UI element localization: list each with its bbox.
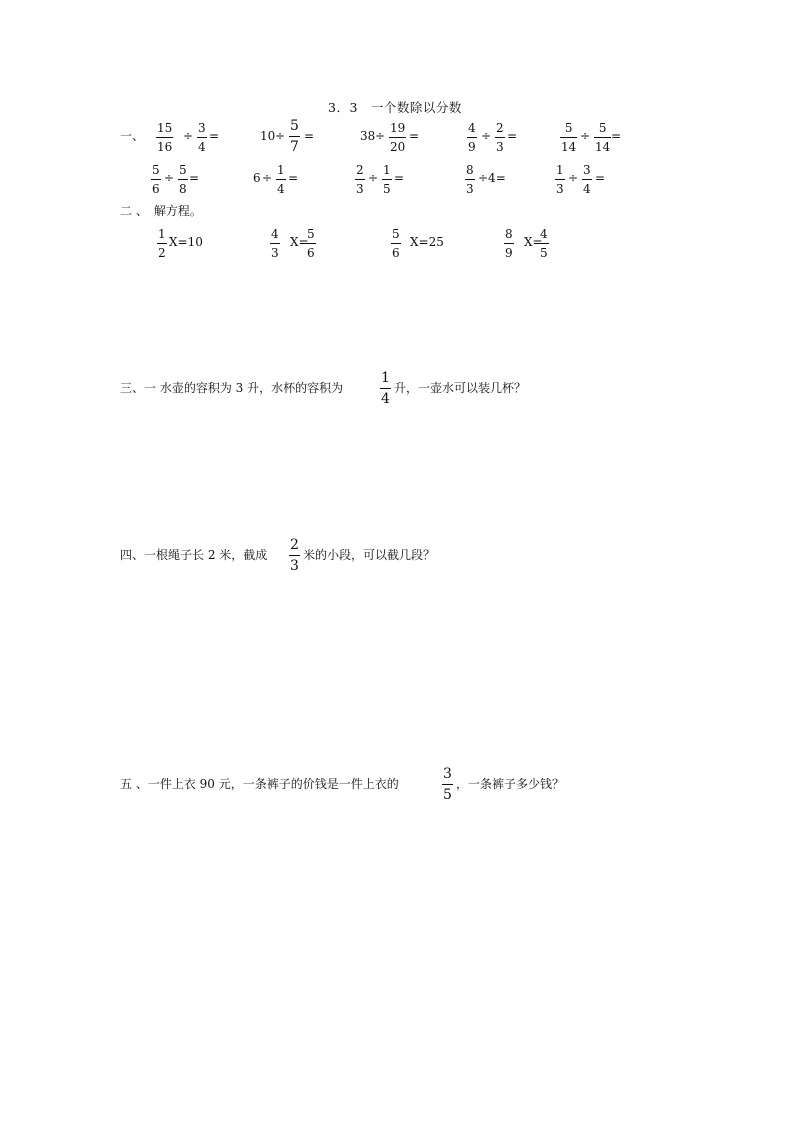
- fraction: [151, 163, 161, 196]
- equals: =: [288, 171, 299, 185]
- numerator: 5: [564, 121, 573, 135]
- denominator: 6: [307, 246, 315, 260]
- denominator: 16: [157, 140, 173, 154]
- denominator: 7: [290, 139, 299, 155]
- fraction: [389, 121, 406, 154]
- operator: ÷: [375, 129, 386, 143]
- denominator: 5: [540, 246, 548, 260]
- fraction: [582, 163, 592, 196]
- fraction: [465, 163, 475, 196]
- numerator: 3: [443, 766, 452, 782]
- fraction: [355, 163, 365, 196]
- operator: ÷: [481, 129, 492, 143]
- section-4-text-before: 四、一根绳子长 2 米，截成: [120, 548, 268, 562]
- numerator: 4: [468, 121, 476, 135]
- section-5-text-before: 五 、一件上衣 90 元，一条裤子的价钱是一件上衣的: [120, 777, 399, 791]
- section-2-label: 二 、 解方程。: [120, 204, 202, 218]
- fraction: [555, 163, 565, 196]
- operator: ÷: [368, 171, 379, 185]
- denominator: 4: [583, 182, 591, 196]
- denominator: 14: [595, 140, 611, 154]
- numerator: 15: [157, 121, 173, 135]
- operator-and-divisor: ÷4=: [478, 171, 506, 185]
- fraction: [289, 537, 300, 574]
- denominator: 3: [466, 182, 474, 196]
- equals: =: [209, 129, 220, 143]
- denominator: 20: [390, 140, 406, 154]
- numerator: 8: [466, 163, 474, 177]
- fraction: [594, 121, 611, 154]
- denominator: 4: [198, 140, 206, 154]
- fraction: [467, 121, 477, 154]
- fraction: [156, 121, 173, 154]
- denominator: 8: [179, 182, 187, 196]
- fraction: [380, 370, 391, 407]
- denominator: 3: [496, 140, 504, 154]
- operator: ÷: [580, 129, 591, 143]
- fraction: [289, 118, 300, 155]
- operator: ÷: [164, 171, 175, 185]
- numerator: 4: [540, 227, 548, 241]
- denominator: 5: [443, 787, 452, 803]
- numerator: 5: [179, 163, 187, 177]
- denominator: 9: [468, 140, 476, 154]
- fraction: [495, 121, 505, 154]
- equals: =: [304, 129, 315, 143]
- numerator: 1: [158, 227, 166, 241]
- equals: =: [409, 129, 420, 143]
- denominator: 4: [381, 391, 390, 407]
- equals: =: [189, 171, 200, 185]
- denominator: 5: [383, 182, 391, 196]
- numerator: 5: [152, 163, 160, 177]
- fraction: [539, 227, 549, 260]
- operator: ÷: [568, 171, 579, 185]
- section-3-text-after: 升，一壶水可以装几杯？: [394, 381, 527, 395]
- numerator: 2: [356, 163, 364, 177]
- numerator: 8: [505, 227, 513, 241]
- numerator: 1: [556, 163, 564, 177]
- whole-number: 38: [360, 129, 376, 143]
- section-1-label: 一、: [120, 129, 145, 143]
- operator: ÷: [262, 171, 273, 185]
- section-3-text-before: 三、一 水壶的容积为 3 升，水杯的容积为: [120, 381, 344, 395]
- denominator: 2: [158, 246, 166, 260]
- numerator: 3: [583, 163, 591, 177]
- whole-number: 6: [253, 171, 261, 185]
- fraction: [560, 121, 577, 154]
- numerator: 2: [290, 537, 299, 553]
- section-5-text-after: ，一条裤子多少钱？: [456, 777, 565, 791]
- fraction: [270, 227, 280, 260]
- numerator: 2: [496, 121, 504, 135]
- equation-rest: X=: [524, 235, 543, 249]
- equals: =: [611, 129, 622, 143]
- numerator: 1: [277, 163, 285, 177]
- denominator: 9: [505, 246, 513, 260]
- numerator: 5: [392, 227, 400, 241]
- section-4-text-after: 米的小段，可以截几段？: [303, 548, 436, 562]
- fraction: [276, 163, 286, 196]
- numerator: 5: [598, 121, 607, 135]
- denominator: 4: [277, 182, 285, 196]
- equation-rest: X=: [290, 235, 309, 249]
- denominator: 3: [556, 182, 564, 196]
- denominator: 6: [392, 246, 400, 260]
- denominator: 6: [152, 182, 160, 196]
- numerator: 1: [381, 370, 390, 386]
- denominator: 3: [356, 182, 364, 196]
- denominator: 3: [290, 558, 299, 574]
- fraction: [442, 766, 453, 803]
- operator: ÷: [275, 129, 286, 143]
- page-title: 3．3 一个数除以分数: [328, 100, 462, 115]
- equals: =: [394, 171, 405, 185]
- numerator: 5: [290, 118, 299, 134]
- equation-rest: X=10: [169, 235, 203, 249]
- operator: ÷: [183, 129, 194, 143]
- denominator: 3: [271, 246, 279, 260]
- fraction: [391, 227, 401, 260]
- equals: =: [507, 129, 518, 143]
- fraction: [178, 163, 188, 196]
- numerator: 5: [307, 227, 315, 241]
- numerator: 1: [383, 163, 391, 177]
- numerator: 3: [198, 121, 206, 135]
- equals: =: [595, 171, 606, 185]
- fraction: [157, 227, 167, 260]
- fraction: [504, 227, 514, 260]
- fraction: [197, 121, 207, 154]
- fraction: [306, 227, 316, 260]
- denominator: 14: [561, 140, 577, 154]
- numerator: 4: [271, 227, 279, 241]
- fraction: [382, 163, 392, 196]
- whole-number: 10: [260, 129, 276, 143]
- equation-rest: X=25: [410, 235, 444, 249]
- numerator: 19: [390, 121, 406, 135]
